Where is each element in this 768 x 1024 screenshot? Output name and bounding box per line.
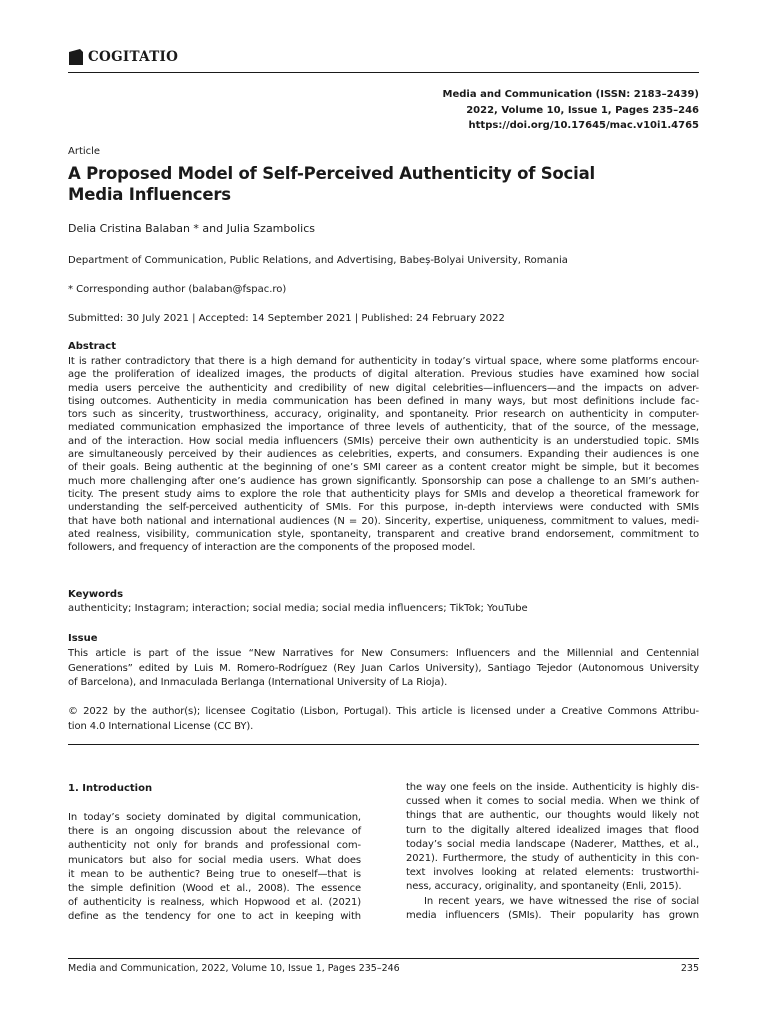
abstract-line: of their goals. Being authentic at the beginning of one’s SMI career as a content creator might be simple, but it becomes xyxy=(68,462,699,474)
body-line: the simple definition (Wood et al., 2008). The essence xyxy=(68,883,361,895)
abstract-line: tising outcomes. Authenticity in media communication has been defined in many ways, but most definitions include fac- xyxy=(68,395,699,407)
abstract-line: understanding the self-perceived authenticity of SMIs. For this purpose, in-depth interviews were conducted with SMIs xyxy=(68,502,699,514)
journal-volume: 2022, Volume 10, Issue 1, Pages 235–246 xyxy=(466,104,699,116)
license-text xyxy=(68,705,699,734)
doi-link[interactable]: https://doi.org/10.17645/mac.v10i1.4765 xyxy=(468,120,699,131)
left-column xyxy=(68,811,361,925)
footer-divider xyxy=(68,958,699,959)
publication-dates: Submitted: 30 July 2021 | Accepted: 14 September 2021 | Published: 24 February 2022 xyxy=(68,313,505,324)
corresponding-author[interactable]: * Corresponding author (balaban@fspac.ro) xyxy=(68,284,287,295)
body-line: In today’s society dominated by digital communication, xyxy=(68,812,361,823)
issue-line: of Barcelona), and Inmaculada Berlanga (International University of La Rioja). xyxy=(68,677,448,689)
header-divider xyxy=(68,72,699,73)
abstract-body xyxy=(68,355,699,554)
body-line: the way one feels on the inside. Authenticity is highly dis- xyxy=(406,782,699,793)
keywords-heading: Keywords xyxy=(68,589,124,600)
abstract-line: are simultaneously perceived by their audiences as celebrities, experts, and consumers. Expanding their audiences is one xyxy=(68,449,699,461)
license-line: © 2022 by the author(s); licensee Cogitatio (Lisbon, Portugal). This article is licensed under a Creative Commons Attribu- xyxy=(68,706,699,717)
section-heading: 1. Introduction xyxy=(68,783,153,794)
title-line: Media Influencers xyxy=(68,185,231,204)
affiliation: Department of Communication, Public Relations, and Advertising, Babeș-Bolyai University, Romania xyxy=(68,255,568,266)
body-line: of authenticity is realness, which Hopwood et al. (2021) xyxy=(68,897,361,909)
abstract-heading: Abstract xyxy=(68,341,117,352)
body-line: 2021). Furthermore, the study of authenticity in this con- xyxy=(406,853,699,865)
journal-info xyxy=(443,87,699,134)
keywords-list: authenticity; Instagram; interaction; social media; social media influencers; TikTok; YouTube xyxy=(68,603,528,614)
issue-line: This article is part of the issue “New Narratives for New Consumers: Influencers and the Millennial and Centennial xyxy=(68,648,699,659)
body-line: turn to the digitally altered idealized images that flood xyxy=(406,824,699,836)
article-title xyxy=(68,163,608,205)
footer-citation: Media and Communication, 2022, Volume 10, Issue 1, Pages 235–246 xyxy=(68,963,400,974)
author-list: Delia Cristina Balaban * and Julia Szambolics xyxy=(68,222,316,235)
body-line: media influencers (SMIs). Their popularity has grown xyxy=(406,909,699,921)
body-line: ness, accuracy, originality, and spontaneity (Enli, 2015). xyxy=(406,881,682,893)
abstract-line: age the proliferation of idealized images, the products of digital alteration. Previous studies have examined how social xyxy=(68,369,699,381)
abstract-line: that have both national and international audiences (N = 20). Sincerity, expertise, uniqueness, commitment to values, medi- xyxy=(68,515,699,527)
title-line: A Proposed Model of Self-Perceived Authenticity of Social xyxy=(68,164,595,183)
body-line: define as the tendency for one to act in keeping with xyxy=(68,911,361,923)
abstract-line: much more challenging after one’s audience has grown significantly. Sponsorship can pose a challenge to an SMI’s authen- xyxy=(68,475,699,487)
abstract-line: tors such as sincerity, trustworthiness, accuracy, originality, and spontaneity. Prior research on authenticity in computer- xyxy=(68,409,699,421)
body-line: things that are authentic, our thoughts would likely not xyxy=(406,810,699,822)
front-matter-divider xyxy=(68,744,699,745)
body-line: In recent years, we have witnessed the rise of social xyxy=(424,895,699,907)
abstract-line: ticity. The present study aims to explore the role that authenticity plays for SMIs and develop a theoretical framework for xyxy=(68,488,699,500)
body-line: authenticity not only for brands and professional com- xyxy=(68,840,361,852)
body-line: cussed when it comes to social media. When we think of xyxy=(406,796,699,808)
abstract-line: media users perceive the authenticity and credibility of new digital celebrities—influencers—and the impacts on adver- xyxy=(68,382,699,394)
abstract-line: and of the interaction. How social media influencers (SMIs) perceive their own authenticity is an understudied topic. SMIs xyxy=(68,435,699,447)
logo-text: COGITATIO xyxy=(88,49,179,65)
journal-title: Media and Communication (ISSN: 2183–2439) xyxy=(442,89,699,100)
body-line: municators but also for social media users. What does xyxy=(68,854,361,866)
body-line: today’s social media landscape (Naderer, Matthes, et al., xyxy=(406,838,699,850)
issue-text xyxy=(68,647,699,691)
body-line: text involves looking at related elements: trustworthi- xyxy=(406,867,699,879)
body-line: it mean to be authentic? Being true to oneself—that is xyxy=(68,868,361,880)
publisher-logo[interactable] xyxy=(68,48,178,66)
abstract-line: It is rather contradictory that there is a high demand for authenticity in today’s virtual space, where some platforms encour- xyxy=(68,356,699,367)
right-column xyxy=(406,781,699,923)
abstract-line: mediated communication emphasized the importance of three levels of authenticity, that of the source, of the message, xyxy=(68,422,699,434)
abstract-line: followers, and frequency of interaction are the components of the proposed model. xyxy=(68,542,476,554)
article-type-label: Article xyxy=(68,146,101,157)
license-line: tion 4.0 International License (CC BY). xyxy=(68,720,254,732)
abstract-line: ated realness, visibility, communication style, spontaneity, transparent and creative brand endorsement, commitment to xyxy=(68,528,699,540)
cogitatio-logo-icon xyxy=(68,48,84,66)
issue-heading: Issue xyxy=(68,633,98,644)
issue-line: Generations” edited by Luis M. Romero-Rodríguez (Rey Juan Carlos University), Santiago Tejedor (Autonomous University xyxy=(68,662,699,674)
page-footer xyxy=(68,963,699,974)
body-line: there is an ongoing discussion about the relevance of xyxy=(68,826,361,838)
page-number: 235 xyxy=(680,963,699,974)
